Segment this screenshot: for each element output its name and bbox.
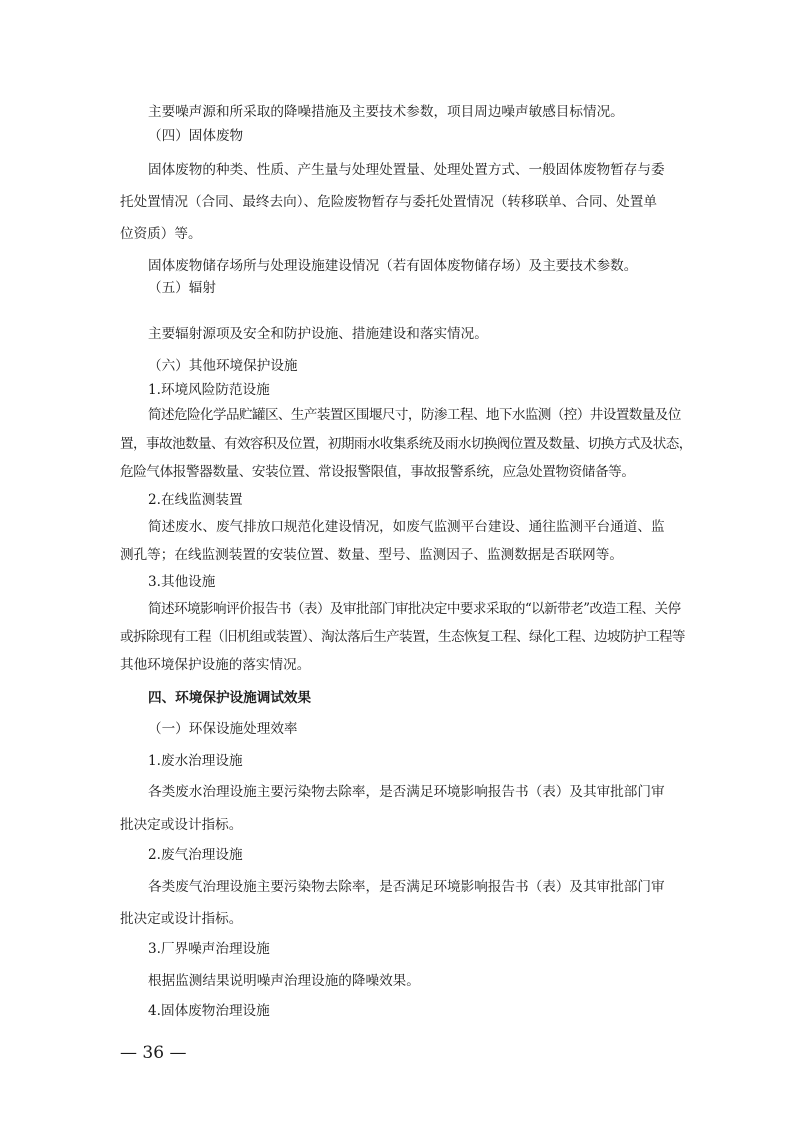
text-line: 固体废物储存场所与处理设施建设情况（若有固体废物储存场）及主要技术参数。 (148, 258, 638, 274)
text-line: 批决定或设计指标。 (120, 911, 243, 927)
subsection-heading: 2.废气治理设施 (148, 847, 243, 863)
text-line: 根据监测结果说明噪声治理设施的降噪效果。 (148, 973, 420, 989)
text-line: 各类废气治理设施主要污染物去除率，是否满足环境影响报告书（表）及其审批部门审 (148, 879, 665, 895)
section-heading: （四）固体废物 (148, 128, 244, 144)
subsection-heading: 1.废水治理设施 (148, 753, 243, 769)
text-line: 或拆除现有工程（旧机组或装置）、淘汰落后生产装置，生态恢复工程、绿化工程、边坡防护工程等 (120, 629, 685, 645)
text-line: 危险气体报警器数量、安装位置、常设报警限值，事故报警系统，应急处置物资储备等。 (120, 464, 635, 480)
section-heading: （六）其他环境保护设施 (148, 358, 298, 374)
text-line: 简述废水、废气排放口规范化建设情况，如废气监测平台建设、通往监测平台通道、监 (148, 519, 665, 535)
text-line: 各类废水治理设施主要污染物去除率，是否满足环境影响报告书（表）及其审批部门审 (148, 784, 665, 800)
text-line: 托处置情况（合同、最终去向）、危险废物暂存与委托处置情况（转移联单、合同、处置单 (120, 194, 657, 210)
text-line: 简述危险化学品贮罐区、生产装置区围堰尺寸，防渗工程、地下水监测（控）井设置数量及位 (148, 407, 681, 423)
section-heading: （一）环保设施处理效率 (148, 721, 298, 737)
text-line: 主要辐射源项及安全和防护设施、措施建设和落实情况。 (148, 326, 488, 342)
subsection-heading: 3.其他设施 (148, 574, 216, 590)
text-line: 固体废物的种类、性质、产生量与处理处置量、处理处置方式、一般固体废物暂存与委 (148, 162, 665, 178)
text-line: 置，事故池数量、有效容积及位置，初期雨水收集系统及雨水切换阀位置及数量、切换方式及状态， (120, 436, 692, 452)
chapter-heading: 四、环境保护设施调试效果 (148, 690, 312, 706)
text-line: 主要噪声源和所采取的降噪措施及主要技术参数，项目周边噪声敏感目标情况。 (148, 104, 624, 120)
page-number: — 36 — (120, 1043, 187, 1063)
subsection-heading: 3.厂界噪声治理设施 (148, 941, 270, 957)
subsection-heading: 4.固体废物治理设施 (148, 1003, 270, 1019)
section-heading: （五）辐射 (148, 280, 216, 296)
subsection-heading: 2.在线监测装置 (148, 492, 243, 508)
text-line: 测孔等；在线监测装置的安装位置、数量、型号、监测因子、监测数据是否联网等。 (120, 547, 623, 563)
subsection-heading: 1.环境风险防范设施 (148, 382, 270, 398)
text-line: 位资质）等。 (120, 226, 202, 242)
text-line: 简述环境影响评价报告书（表）及审批部门审批决定中要求采取的“以新带老”改造工程、关停 (148, 601, 681, 617)
text-line: 其他环境保护设施的落实情况。 (120, 657, 311, 673)
text-line: 批决定或设计指标。 (120, 817, 243, 833)
